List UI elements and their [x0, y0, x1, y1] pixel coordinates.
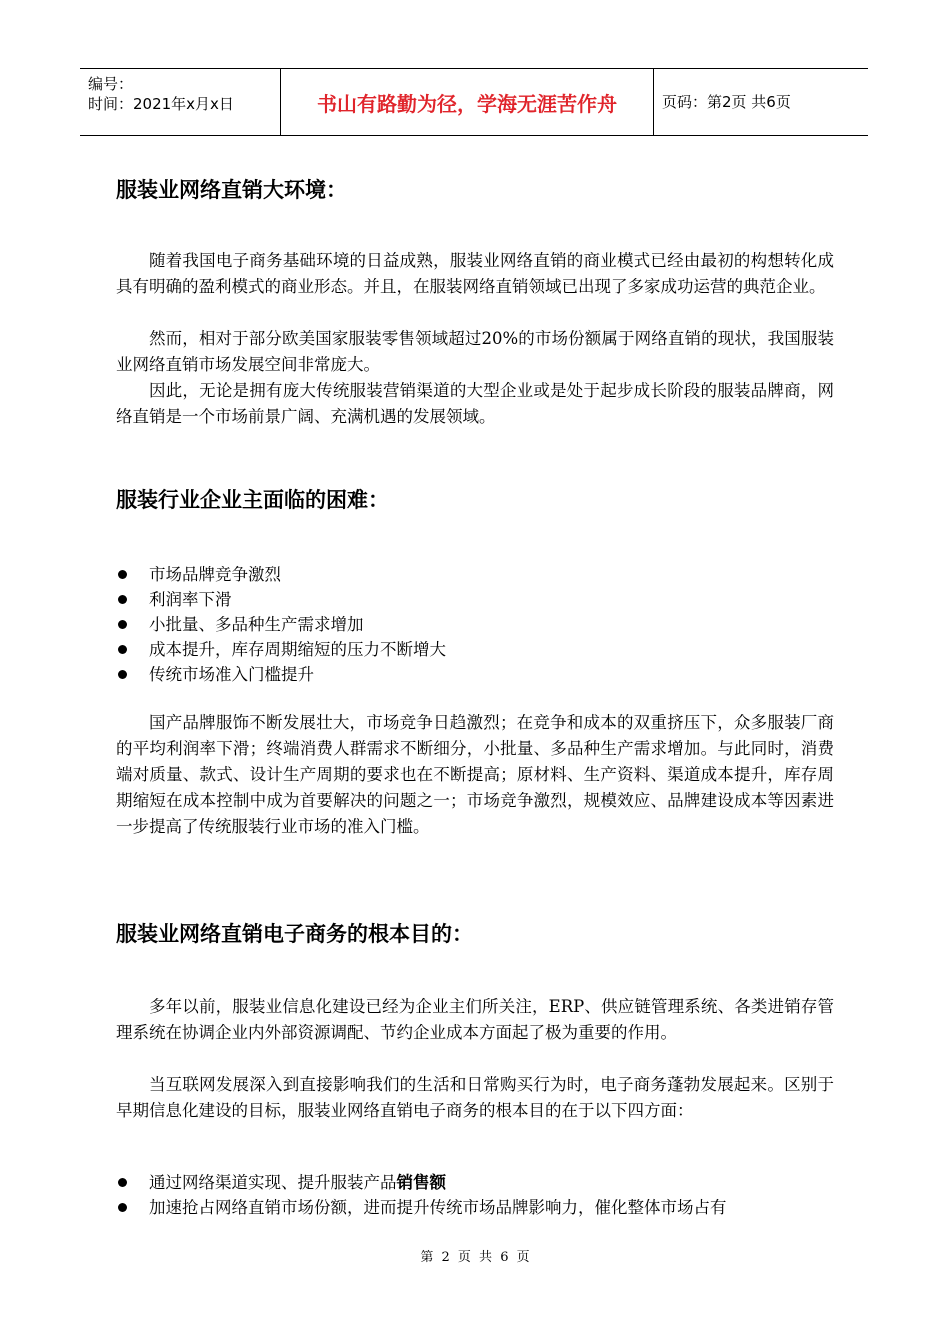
header-page-label: 页码：第2页 共6页 [662, 93, 791, 111]
list-item: 小批量、多品种生产需求增加 [116, 612, 446, 637]
list-item: 成本提升，库存周期缩短的压力不断增大 [116, 637, 446, 662]
section-title-environment: 服装业网络直销大环境： [116, 178, 347, 202]
bullet-icon [118, 645, 127, 654]
page-footer: 第 2 页 共 6 页 [420, 1250, 530, 1265]
bullet-icon [118, 1178, 127, 1187]
bullet-icon [118, 1203, 127, 1212]
page-header [80, 68, 868, 136]
header-motto: 书山有路勤为径，学海无涯苦作舟 [281, 69, 654, 135]
paragraph: 随着我国电子商务基础环境的日益成熟，服装业网络直销的商业模式已经由最初的构想转化成具有明确的盈利模式的商业形态。并且，在服装网络直销领域已出现了多家成功运营的典范企业。 [116, 251, 834, 296]
list-item: 加速抢占网络直销市场份额，进而提升传统市场品牌影响力，催化整体市场占有 [116, 1195, 727, 1220]
list-item: 传统市场准入门槛提升 [116, 662, 446, 687]
paragraph: 国产品牌服饰不断发展壮大，市场竞争日趋激烈；在竞争和成本的双重挤压下，众多服装厂商的平均利润率下滑；终端消费人群需求不断细分，小批量、多品种生产需求增加。与此同时，消费端对质量、款式、设计生产周期的要求也在不断提高；原材料、生产资料、渠道成本提升，库存周期缩短在成本控制中成为首要解决的问题之一；市场竞争激烈，规模效应、品牌建设成本等因素进一步提高了传统服装行业市场的准入门槛。 [116, 713, 834, 836]
paragraph: 当互联网发展深入到直接影响我们的生活和日常购买行为时，电子商务蓬勃发展起来。区别于早期信息化建设的目标，服装业网络直销电子商务的根本目的在于以下四方面： [116, 1075, 834, 1120]
section-title-purpose: 服装业网络直销电子商务的根本目的： [116, 922, 473, 946]
number-label: 编号： [88, 75, 134, 93]
time-label: 时间：2021年x月x日 [88, 95, 234, 113]
list-item: 市场品牌竞争激烈 [116, 562, 446, 587]
difficulties-list [116, 562, 446, 687]
header-info-cell [80, 69, 281, 135]
bullet-icon [118, 620, 127, 629]
paragraph: 多年以前，服装业信息化建设已经为企业主们所关注，ERP、供应链管理系统、各类进销存管理系统在协调企业内外部资源调配、节约企业成本方面起了极为重要的作用。 [116, 997, 834, 1042]
bullet-icon [118, 570, 127, 579]
bullet-icon [118, 670, 127, 679]
purpose-list [116, 1170, 727, 1220]
list-item: 利润率下滑 [116, 587, 446, 612]
paragraph: 因此，无论是拥有庞大传统服装营销渠道的大型企业或是处于起步成长阶段的服装品牌商，网络直销是一个市场前景广阔、充满机遇的发展领域。 [116, 381, 834, 426]
paragraph: 然而，相对于部分欧美国家服装零售领域超过20%的市场份额属于网络直销的现状，我国服装业网络直销市场发展空间非常庞大。 [116, 329, 834, 374]
list-item: 通过网络渠道实现、提升服装产品销售额 [116, 1170, 727, 1195]
section-title-difficulties: 服装行业企业主面临的困难： [116, 488, 389, 512]
bullet-icon [118, 595, 127, 604]
